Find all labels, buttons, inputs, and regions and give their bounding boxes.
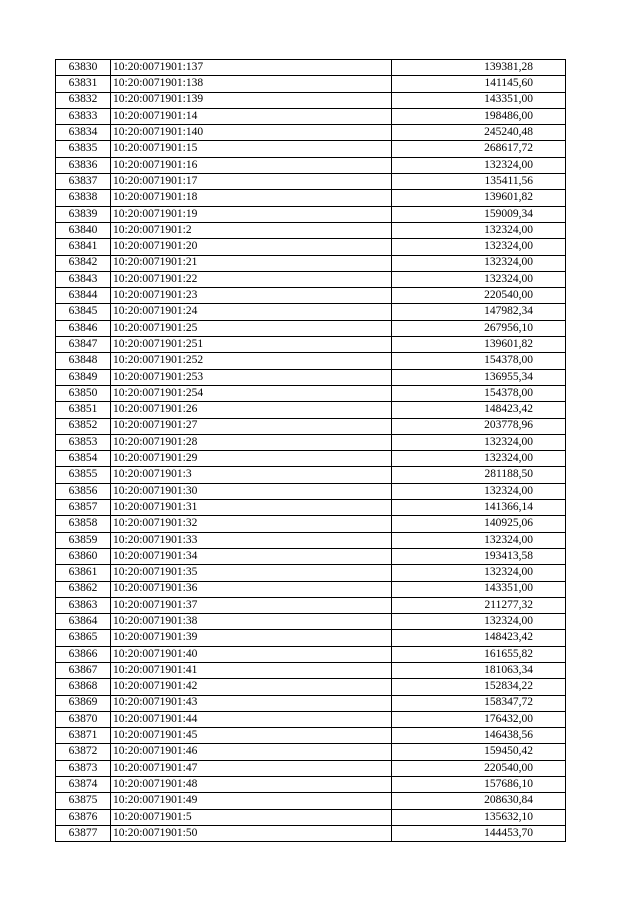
cadastral-number-cell: 10:20:0071901:140 — [111, 125, 392, 141]
table-row — [56, 353, 566, 369]
value-cell: 147982,34 — [392, 304, 566, 320]
value-cell: 181063,34 — [392, 662, 566, 678]
value-cell: 152834,22 — [392, 679, 566, 695]
table-body — [56, 60, 566, 842]
value-cell: 140925,06 — [392, 516, 566, 532]
value-cell: 268617,72 — [392, 141, 566, 157]
cadastral-number-cell: 10:20:0071901:32 — [111, 516, 392, 532]
row-number-cell: 63846 — [56, 320, 111, 336]
table-row — [56, 760, 566, 776]
table-row — [56, 337, 566, 353]
value-cell: 198486,00 — [392, 108, 566, 124]
row-number-cell: 63850 — [56, 385, 111, 401]
row-number-cell: 63833 — [56, 108, 111, 124]
cadastral-number-cell: 10:20:0071901:15 — [111, 141, 392, 157]
row-number-cell: 63867 — [56, 662, 111, 678]
row-number-cell: 63839 — [56, 206, 111, 222]
cadastral-number-cell: 10:20:0071901:43 — [111, 695, 392, 711]
cadastral-number-cell: 10:20:0071901:253 — [111, 369, 392, 385]
value-cell: 159009,34 — [392, 206, 566, 222]
row-number-cell: 63862 — [56, 581, 111, 597]
table-row — [56, 271, 566, 287]
row-number-cell: 63864 — [56, 614, 111, 630]
value-cell: 139381,28 — [392, 60, 566, 76]
table-row — [56, 662, 566, 678]
table-row — [56, 92, 566, 108]
table-row — [56, 711, 566, 727]
cadastral-number-cell: 10:20:0071901:35 — [111, 565, 392, 581]
table-row — [56, 630, 566, 646]
row-number-cell: 63854 — [56, 451, 111, 467]
table-row — [56, 206, 566, 222]
value-cell: 148423,42 — [392, 630, 566, 646]
value-cell: 161655,82 — [392, 646, 566, 662]
row-number-cell: 63838 — [56, 190, 111, 206]
row-number-cell: 63837 — [56, 174, 111, 190]
cadastral-number-cell: 10:20:0071901:31 — [111, 500, 392, 516]
cadastral-number-cell: 10:20:0071901:33 — [111, 532, 392, 548]
value-cell: 267956,10 — [392, 320, 566, 336]
cadastral-number-cell: 10:20:0071901:137 — [111, 60, 392, 76]
row-number-cell: 63852 — [56, 418, 111, 434]
value-cell: 245240,48 — [392, 125, 566, 141]
cadastral-number-cell: 10:20:0071901:17 — [111, 174, 392, 190]
cadastral-number-cell: 10:20:0071901:39 — [111, 630, 392, 646]
value-cell: 203778,96 — [392, 418, 566, 434]
row-number-cell: 63847 — [56, 337, 111, 353]
table-row — [56, 141, 566, 157]
table-row — [56, 385, 566, 401]
value-cell: 135411,56 — [392, 174, 566, 190]
cadastral-number-cell: 10:20:0071901:23 — [111, 288, 392, 304]
row-number-cell: 63866 — [56, 646, 111, 662]
cadastral-number-cell: 10:20:0071901:30 — [111, 483, 392, 499]
table-row — [56, 255, 566, 271]
row-number-cell: 63859 — [56, 532, 111, 548]
cadastral-number-cell: 10:20:0071901:44 — [111, 711, 392, 727]
row-number-cell: 63835 — [56, 141, 111, 157]
cadastral-number-cell: 10:20:0071901:251 — [111, 337, 392, 353]
row-number-cell: 63842 — [56, 255, 111, 271]
row-number-cell: 63877 — [56, 825, 111, 841]
value-cell: 176432,00 — [392, 711, 566, 727]
cadastral-number-cell: 10:20:0071901:14 — [111, 108, 392, 124]
table-row — [56, 548, 566, 564]
value-cell: 220540,00 — [392, 760, 566, 776]
row-number-cell: 63855 — [56, 467, 111, 483]
table-row — [56, 825, 566, 841]
table-row — [56, 614, 566, 630]
row-number-cell: 63844 — [56, 288, 111, 304]
row-number-cell: 63840 — [56, 222, 111, 238]
table-row — [56, 597, 566, 613]
table-row — [56, 157, 566, 173]
cadastral-number-cell: 10:20:0071901:254 — [111, 385, 392, 401]
table-row — [56, 239, 566, 255]
cadastral-number-cell: 10:20:0071901:41 — [111, 662, 392, 678]
value-cell: 132324,00 — [392, 255, 566, 271]
cadastral-number-cell: 10:20:0071901:45 — [111, 728, 392, 744]
table-row — [56, 288, 566, 304]
table-row — [56, 646, 566, 662]
table-row — [56, 222, 566, 238]
value-cell: 154378,00 — [392, 353, 566, 369]
row-number-cell: 63868 — [56, 679, 111, 695]
row-number-cell: 63865 — [56, 630, 111, 646]
row-number-cell: 63863 — [56, 597, 111, 613]
table-row — [56, 483, 566, 499]
value-cell: 141145,60 — [392, 76, 566, 92]
row-number-cell: 63861 — [56, 565, 111, 581]
cadastral-number-cell: 10:20:0071901:3 — [111, 467, 392, 483]
row-number-cell: 63832 — [56, 92, 111, 108]
value-cell: 146438,56 — [392, 728, 566, 744]
table-row — [56, 793, 566, 809]
cadastral-number-cell: 10:20:0071901:5 — [111, 809, 392, 825]
row-number-cell: 63851 — [56, 402, 111, 418]
value-cell: 157686,10 — [392, 777, 566, 793]
cadastral-number-cell: 10:20:0071901:24 — [111, 304, 392, 320]
row-number-cell: 63831 — [56, 76, 111, 92]
table-row — [56, 320, 566, 336]
row-number-cell: 63872 — [56, 744, 111, 760]
cadastral-number-cell: 10:20:0071901:50 — [111, 825, 392, 841]
row-number-cell: 63874 — [56, 777, 111, 793]
value-cell: 132324,00 — [392, 239, 566, 255]
cadastral-number-cell: 10:20:0071901:28 — [111, 434, 392, 450]
value-cell: 158347,72 — [392, 695, 566, 711]
cadastral-number-cell: 10:20:0071901:42 — [111, 679, 392, 695]
value-cell: 132324,00 — [392, 157, 566, 173]
table-row — [56, 304, 566, 320]
row-number-cell: 63860 — [56, 548, 111, 564]
row-number-cell: 63873 — [56, 760, 111, 776]
data-table — [55, 59, 566, 842]
table-row — [56, 728, 566, 744]
row-number-cell: 63848 — [56, 353, 111, 369]
cadastral-number-cell: 10:20:0071901:22 — [111, 271, 392, 287]
value-cell: 143351,00 — [392, 92, 566, 108]
table-row — [56, 434, 566, 450]
value-cell: 144453,70 — [392, 825, 566, 841]
table-row — [56, 108, 566, 124]
table-row — [56, 500, 566, 516]
row-number-cell: 63875 — [56, 793, 111, 809]
table-row — [56, 809, 566, 825]
table-row — [56, 125, 566, 141]
table-row — [56, 402, 566, 418]
row-number-cell: 63853 — [56, 434, 111, 450]
cadastral-number-cell: 10:20:0071901:37 — [111, 597, 392, 613]
value-cell: 211277,32 — [392, 597, 566, 613]
row-number-cell: 63834 — [56, 125, 111, 141]
value-cell: 132324,00 — [392, 271, 566, 287]
value-cell: 132324,00 — [392, 222, 566, 238]
value-cell: 281188,50 — [392, 467, 566, 483]
value-cell: 148423,42 — [392, 402, 566, 418]
table-row — [56, 174, 566, 190]
cadastral-number-cell: 10:20:0071901:34 — [111, 548, 392, 564]
value-cell: 132324,00 — [392, 565, 566, 581]
value-cell: 136955,34 — [392, 369, 566, 385]
row-number-cell: 63876 — [56, 809, 111, 825]
cadastral-number-cell: 10:20:0071901:48 — [111, 777, 392, 793]
cadastral-number-cell: 10:20:0071901:19 — [111, 206, 392, 222]
table-row — [56, 581, 566, 597]
cadastral-number-cell: 10:20:0071901:139 — [111, 92, 392, 108]
table-row — [56, 76, 566, 92]
cadastral-number-cell: 10:20:0071901:2 — [111, 222, 392, 238]
table-row — [56, 369, 566, 385]
cadastral-number-cell: 10:20:0071901:26 — [111, 402, 392, 418]
value-cell: 154378,00 — [392, 385, 566, 401]
cadastral-number-cell: 10:20:0071901:138 — [111, 76, 392, 92]
cadastral-number-cell: 10:20:0071901:46 — [111, 744, 392, 760]
cadastral-number-cell: 10:20:0071901:252 — [111, 353, 392, 369]
table-row — [56, 418, 566, 434]
row-number-cell: 63858 — [56, 516, 111, 532]
row-number-cell: 63836 — [56, 157, 111, 173]
table-row — [56, 190, 566, 206]
table-row — [56, 532, 566, 548]
value-cell: 132324,00 — [392, 434, 566, 450]
cadastral-number-cell: 10:20:0071901:38 — [111, 614, 392, 630]
cadastral-number-cell: 10:20:0071901:47 — [111, 760, 392, 776]
table-row — [56, 516, 566, 532]
value-cell: 220540,00 — [392, 288, 566, 304]
table-row — [56, 679, 566, 695]
row-number-cell: 63857 — [56, 500, 111, 516]
value-cell: 193413,58 — [392, 548, 566, 564]
row-number-cell: 63870 — [56, 711, 111, 727]
value-cell: 135632,10 — [392, 809, 566, 825]
cadastral-number-cell: 10:20:0071901:36 — [111, 581, 392, 597]
table-row — [56, 60, 566, 76]
table-row — [56, 744, 566, 760]
row-number-cell: 63845 — [56, 304, 111, 320]
value-cell: 208630,84 — [392, 793, 566, 809]
row-number-cell: 63869 — [56, 695, 111, 711]
row-number-cell: 63830 — [56, 60, 111, 76]
table-row — [56, 777, 566, 793]
table-row — [56, 467, 566, 483]
value-cell: 159450,42 — [392, 744, 566, 760]
table-row — [56, 451, 566, 467]
row-number-cell: 63871 — [56, 728, 111, 744]
value-cell: 139601,82 — [392, 337, 566, 353]
cadastral-number-cell: 10:20:0071901:18 — [111, 190, 392, 206]
value-cell: 139601,82 — [392, 190, 566, 206]
cadastral-number-cell: 10:20:0071901:27 — [111, 418, 392, 434]
cadastral-number-cell: 10:20:0071901:16 — [111, 157, 392, 173]
value-cell: 141366,14 — [392, 500, 566, 516]
row-number-cell: 63849 — [56, 369, 111, 385]
value-cell: 132324,00 — [392, 451, 566, 467]
cadastral-number-cell: 10:20:0071901:25 — [111, 320, 392, 336]
table-row — [56, 565, 566, 581]
row-number-cell: 63856 — [56, 483, 111, 499]
cadastral-number-cell: 10:20:0071901:49 — [111, 793, 392, 809]
cadastral-number-cell: 10:20:0071901:21 — [111, 255, 392, 271]
cadastral-number-cell: 10:20:0071901:40 — [111, 646, 392, 662]
value-cell: 143351,00 — [392, 581, 566, 597]
cadastral-number-cell: 10:20:0071901:29 — [111, 451, 392, 467]
row-number-cell: 63841 — [56, 239, 111, 255]
row-number-cell: 63843 — [56, 271, 111, 287]
table-row — [56, 695, 566, 711]
value-cell: 132324,00 — [392, 532, 566, 548]
value-cell: 132324,00 — [392, 614, 566, 630]
cadastral-number-cell: 10:20:0071901:20 — [111, 239, 392, 255]
value-cell: 132324,00 — [392, 483, 566, 499]
